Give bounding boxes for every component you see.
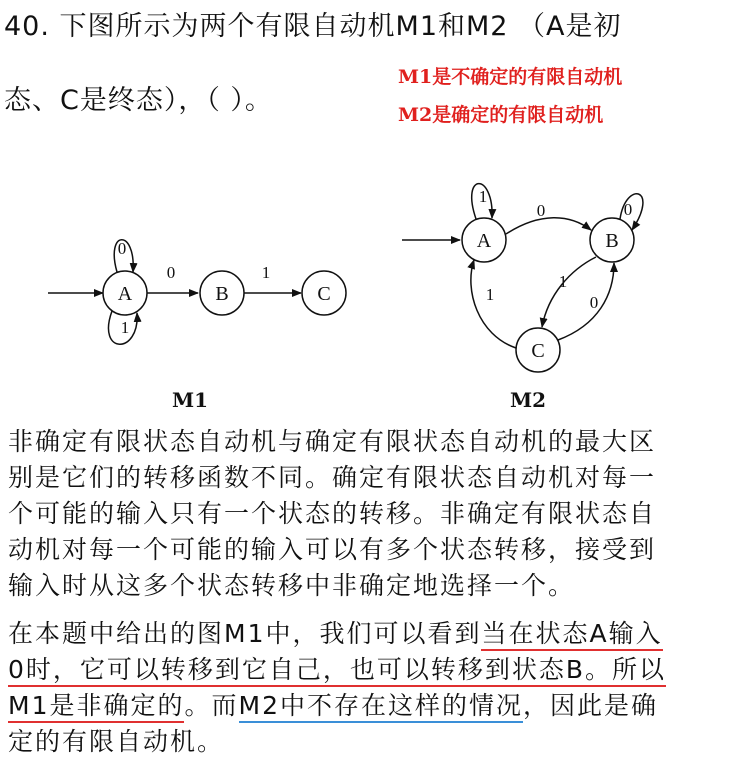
m1-caption: M1 (171, 388, 209, 412)
explanation-line-8-blue-underline: M2中不存在这样的情况 (239, 691, 523, 723)
m2-state-a-label: A (476, 230, 492, 252)
explanation-line-6-text: 在本题中给出的图M1中，我们可以看到 (8, 619, 482, 648)
m2-edge-c-a-label: 1 (485, 285, 495, 304)
automata-diagram (0, 150, 748, 420)
m2-edge-b-c (542, 257, 596, 327)
question-line-1: 40. 下图所示为两个有限自动机M1和M2 （A是初 (4, 11, 622, 42)
m2-automaton (402, 184, 643, 412)
explanation-line-1: 非确定有限状态自动机与确定有限状态自动机的最大区 (8, 427, 657, 456)
explanation-line-3: 个可能的输入只有一个状态的转移。非确定有限状态自 (8, 499, 657, 528)
explanation-line-8-post: ，因此是确 (522, 691, 658, 720)
m1-state-c-label: C (317, 283, 331, 305)
m1-state-b-label: B (215, 283, 229, 305)
m2-edge-b-c-label: 1 (558, 272, 568, 291)
m1-edge-a-b-label: 0 (166, 263, 176, 282)
m2-loop-a-label: 1 (478, 187, 488, 206)
m2-edge-a-b (506, 218, 591, 234)
m1-loop-bottom-label: 1 (120, 318, 130, 337)
explanation-line-7 (8, 650, 666, 686)
question-line-2: 态、C是终态），（ ）。 (4, 85, 273, 116)
explanation-line-8-mid: 。而 (184, 691, 239, 720)
note-m2: M2是确定的有限自动机 (398, 104, 604, 126)
m2-state-b-label: B (605, 230, 619, 252)
explanation-line-6 (8, 614, 663, 650)
m1-automaton (48, 239, 346, 412)
explanation-line-9: 定的有限自动机。 (8, 727, 225, 756)
m1-state-a-label: A (117, 283, 133, 305)
explanation-line-2: 别是它们的转移函数不同。确定有限状态自动机对每一 (8, 463, 657, 492)
m2-edge-a-b-label: 0 (536, 201, 546, 220)
explanation-line-8-red-underline: M1是非确定的 (8, 691, 184, 723)
explanation-line-6-underlined: 当在状态A输入 (481, 619, 662, 651)
explanation-line-7-underlined: 0时，它可以转移到它自己，也可以转移到状态B。所以 (8, 655, 666, 687)
m1-edge-b-c-label: 1 (261, 263, 271, 282)
m2-state-c-label: C (531, 340, 545, 362)
m2-edge-c-b-label: 0 (589, 293, 599, 312)
note-m1: M1是不确定的有限自动机 (398, 66, 623, 88)
m2-loop-b-label: 0 (623, 200, 633, 219)
m1-loop-top-label: 0 (117, 239, 127, 258)
explanation-line-8 (8, 686, 658, 722)
explanation-line-5: 输入时从这多个状态转移中非确定地选择一个。 (8, 571, 576, 600)
m2-caption: M2 (509, 388, 547, 412)
explanation-line-4: 动机对每一个可能的输入可以有多个状态转移，接受到 (8, 535, 657, 564)
m2-edge-c-a (471, 260, 516, 348)
